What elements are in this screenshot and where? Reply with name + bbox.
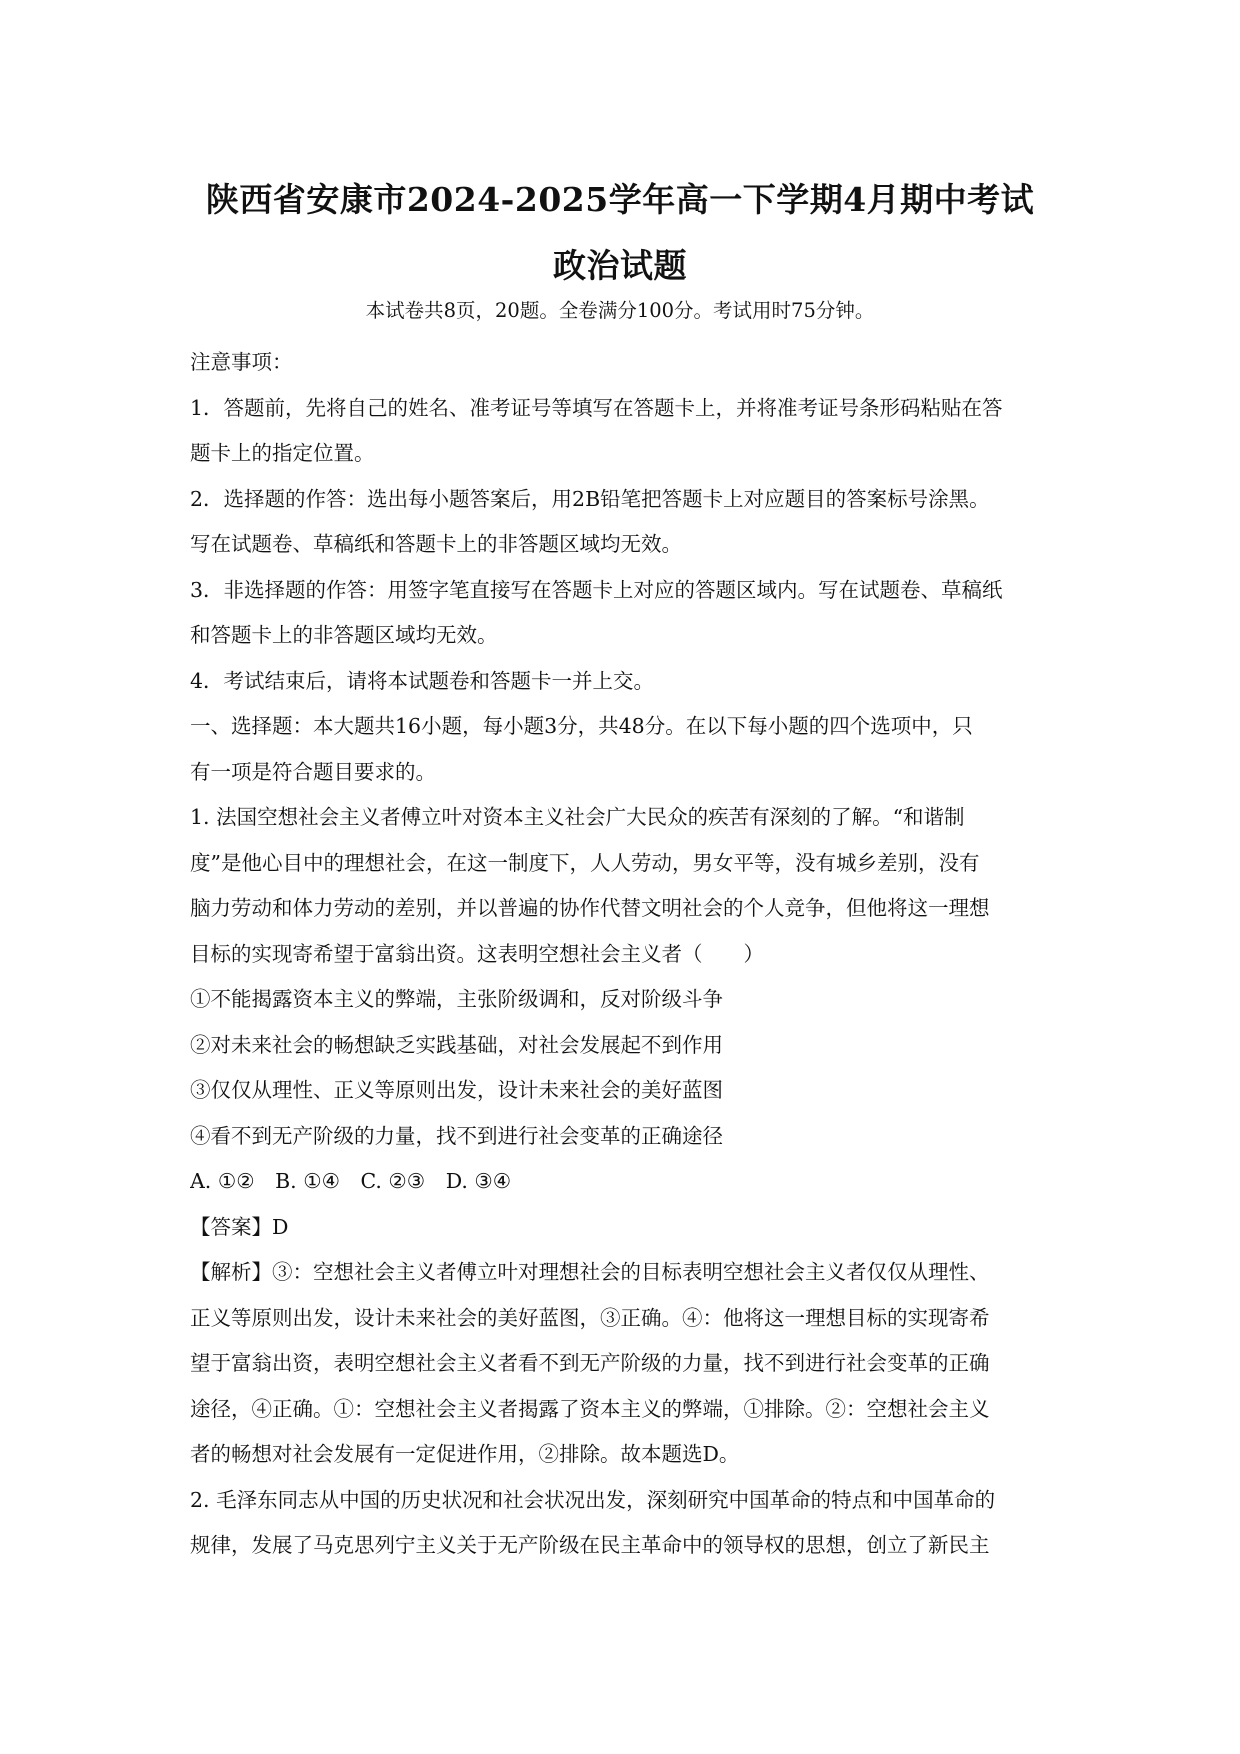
document-title: 陕西省安康市2024-2025学年高一下学期4月期中考试 <box>205 180 1035 219</box>
note-4: 4．考试结束后，请将本试题卷和答题卡一并上交。 <box>190 668 655 693</box>
note-2-line-1: 2．选择题的作答：选出每小题答案后，用2B铅笔把答题卡上对应题目的答案标号涂黑。 <box>190 486 990 511</box>
question-1-option-2: ②对未来社会的畅想缺乏实践基础，对社会发展起不到作用 <box>190 1032 723 1057</box>
note-1-line-1: 1．答题前，先将自己的姓名、准考证号等填写在答题卡上，并将准考证号条形码粘贴在答 <box>190 395 1003 420</box>
question-1-line-1: 1. 法国空想社会主义者傅立叶对资本主义社会广大民众的疾苦有深刻的了解。“和谐制 <box>190 805 965 829</box>
question-1-explanation-line-5: 者的畅想对社会发展有一定促进作用，②排除。故本题选D。 <box>190 1442 740 1466</box>
note-3-line-1: 3．非选择题的作答：用签字笔直接写在答题卡上对应的答题区域内。写在试题卷、草稿纸 <box>190 577 1003 602</box>
question-1-explanation-line-3: 望于富翁出资，表明空想社会主义者看不到无产阶级的力量，找不到进行社会变革的正确 <box>190 1351 990 1375</box>
question-1-answer: 【答案】D <box>190 1214 289 1239</box>
document-body <box>190 340 1058 1569</box>
question-1-option-3: ③仅仅从理性、正义等原则出发，设计未来社会的美好蓝图 <box>190 1078 723 1102</box>
question-1-option-1: ①不能揭露资本主义的弊端，主张阶级调和，反对阶级斗争 <box>190 987 723 1011</box>
question-1-line-3: 脑力劳动和体力劳动的差别，并以普遍的协作代替文明社会的个人竞争，但他将这一理想 <box>190 896 990 920</box>
section-1-line-1: 一、选择题：本大题共16小题，每小题3分，共48分。在以下每小题的四个选项中，只 <box>190 714 973 738</box>
question-1-choices: A. ①② B. ①④ C. ②③ D. ③④ <box>190 1169 512 1193</box>
section-1-line-2: 有一项是符合题目要求的。 <box>190 759 436 784</box>
question-1-explanation-line-1: 【解析】③：空想社会主义者傅立叶对理想社会的目标表明空想社会主义者仅仅从理性、 <box>190 1260 990 1284</box>
document-subtitle: 政治试题 <box>553 246 687 285</box>
question-1-option-4: ④看不到无产阶级的力量，找不到进行社会变革的正确途径 <box>190 1123 723 1148</box>
question-1-explanation-line-2: 正义等原则出发，设计未来社会的美好蓝图，③正确。④：他将这一理想目标的实现寄希 <box>190 1305 990 1330</box>
question-1-explanation-line-4: 途径，④正确。①：空想社会主义者揭露了资本主义的弊端，①排除。②：空想社会主义 <box>190 1396 990 1421</box>
question-1-line-2: 度”是他心目中的理想社会，在这一制度下，人人劳动，男女平等，没有城乡差别，没有 <box>190 850 980 875</box>
question-2-line-2: 规律，发展了马克思列宁主义关于无产阶级在民主革命中的领导权的思想，创立了新民主 <box>190 1533 990 1557</box>
note-1-line-2: 题卡上的指定位置。 <box>190 441 375 465</box>
notes-heading: 注意事项： <box>190 350 293 374</box>
question-1-line-4: 目标的实现寄希望于富翁出资。这表明空想社会主义者（ ） <box>190 941 764 966</box>
note-3-line-2: 和答题卡上的非答题区域均无效。 <box>190 623 498 647</box>
note-2-line-2: 写在试题卷、草稿纸和答题卡上的非答题区域均无效。 <box>190 532 682 556</box>
question-2-line-1: 2. 毛泽东同志从中国的历史状况和社会状况出发，深刻研究中国革命的特点和中国革命的 <box>190 1487 996 1512</box>
exam-info: 本试卷共8页，20题。全卷满分100分。考试用时75分钟。 <box>365 299 875 322</box>
